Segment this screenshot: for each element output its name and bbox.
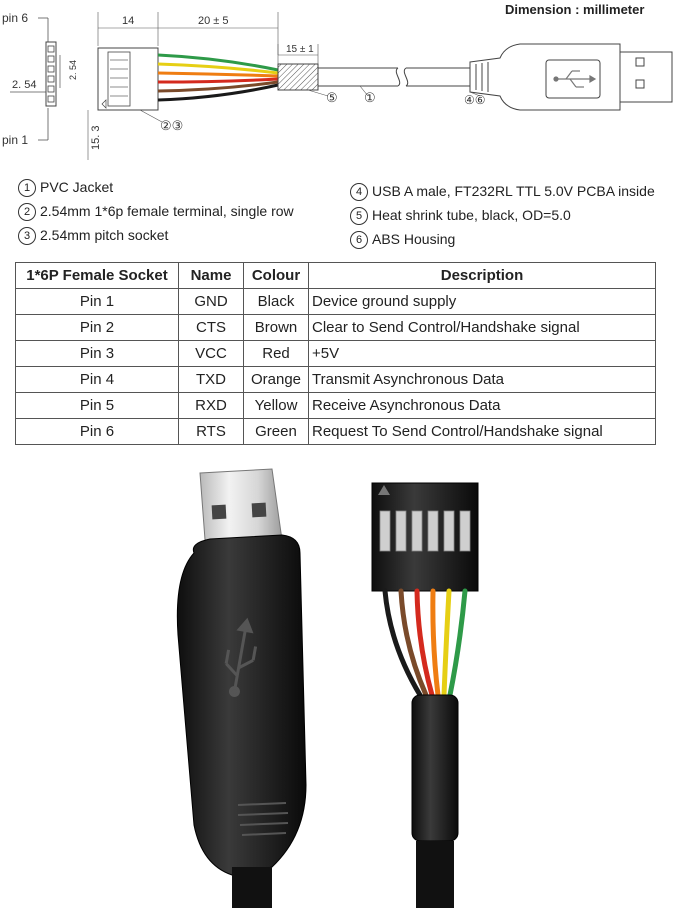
- legend-number: 6: [350, 231, 368, 249]
- cell-colour: Orange: [244, 367, 309, 393]
- callout-5: ⑤: [326, 90, 338, 105]
- usb-trident-icon: [554, 71, 595, 87]
- legend-left: [18, 175, 294, 247]
- callout-1: ①: [364, 90, 376, 105]
- table-row: [16, 315, 656, 341]
- cell-colour: Yellow: [244, 393, 309, 419]
- pin1-label: pin 1: [2, 133, 29, 147]
- legend-item: [350, 203, 655, 227]
- dim-14: 14: [122, 15, 135, 27]
- dim-2-54-left: 2. 54: [12, 79, 37, 91]
- cell-description: Transmit Asynchronous Data: [309, 367, 656, 393]
- cell-colour: Red: [244, 341, 309, 367]
- usb-cable: [232, 867, 272, 908]
- cell-pin: Pin 1: [16, 289, 179, 315]
- legend-text: USB A male, FT232RL TTL 5.0V PCBA inside: [372, 183, 655, 199]
- colored-wires-photo: [385, 591, 465, 695]
- table-row: [16, 341, 656, 367]
- legend-text: 2.54mm pitch socket: [40, 227, 169, 243]
- cell-name: RXD: [179, 393, 244, 419]
- legend-text: Heat shrink tube, black, OD=5.0: [372, 207, 571, 223]
- table-row: [16, 393, 656, 419]
- pin6-label: pin 6: [2, 11, 29, 25]
- pinout-table: [15, 262, 656, 445]
- cell-pin: Pin 6: [16, 419, 179, 445]
- cell-colour: Black: [244, 289, 309, 315]
- cell-name: RTS: [179, 419, 244, 445]
- usb-plug-photo: [177, 469, 306, 908]
- cell-name: GND: [179, 289, 244, 315]
- cell-description: +5V: [309, 341, 656, 367]
- cable-photo: [416, 841, 454, 908]
- heat-shrink-tube: [278, 64, 318, 90]
- legend-right: [350, 179, 655, 251]
- cell-description: Receive Asynchronous Data: [309, 393, 656, 419]
- dim-2-54-small: 2. 54: [68, 59, 78, 80]
- cell-colour: Green: [244, 419, 309, 445]
- table-header-row: [16, 263, 656, 289]
- dim-20: 20 ± 5: [198, 15, 229, 27]
- table-row: [16, 289, 656, 315]
- legend-item: [18, 199, 294, 223]
- product-illustration: [0, 455, 679, 908]
- cell-pin: Pin 4: [16, 367, 179, 393]
- dimension-unit-title: Dimension : millimeter: [505, 2, 645, 17]
- cell-pin: Pin 5: [16, 393, 179, 419]
- dim-15: 15 ± 1: [286, 44, 314, 55]
- callout-4-6: ④⑥: [464, 93, 486, 107]
- pvc-jacket: [318, 68, 470, 86]
- header-socket: 1*6P Female Socket: [16, 263, 179, 289]
- legend-item: [350, 227, 655, 251]
- header-name: Name: [179, 263, 244, 289]
- legend-text: PVC Jacket: [40, 179, 114, 195]
- wire-bundle: [158, 55, 278, 100]
- legend-text: 2.54mm 1*6p female terminal, single row: [40, 203, 294, 219]
- dim-15-3: 15. 3: [90, 125, 102, 150]
- cell-pin: Pin 3: [16, 341, 179, 367]
- cell-name: VCC: [179, 341, 244, 367]
- legend-number: 5: [350, 207, 368, 225]
- cell-name: TXD: [179, 367, 244, 393]
- cell-description: Device ground supply: [309, 289, 656, 315]
- heat-shrink-photo: [412, 695, 458, 841]
- cell-description: Clear to Send Control/Handshake signal: [309, 315, 656, 341]
- cell-colour: Brown: [244, 315, 309, 341]
- legend-number: 4: [350, 183, 368, 201]
- socket-end-view: [46, 42, 56, 106]
- legend-item: [350, 179, 655, 203]
- legend-item: [18, 175, 294, 199]
- female-socket-photo: [372, 483, 478, 591]
- socket-side-view: [98, 48, 158, 110]
- cell-description: Request To Send Control/Handshake signal: [309, 419, 656, 445]
- header-description: Description: [309, 263, 656, 289]
- legend-number: 1: [18, 179, 36, 197]
- table-row: [16, 419, 656, 445]
- legend-number: 2: [18, 203, 36, 221]
- header-colour: Colour: [244, 263, 309, 289]
- cell-pin: Pin 2: [16, 315, 179, 341]
- legend-number: 3: [18, 227, 36, 245]
- legend-item: [18, 223, 294, 247]
- table-row: [16, 367, 656, 393]
- callout-2-3: ②③: [160, 118, 184, 133]
- dimension-drawing: [0, 0, 679, 170]
- usb-plug-outline: [470, 44, 672, 110]
- cell-name: CTS: [179, 315, 244, 341]
- legend-text: ABS Housing: [372, 231, 456, 247]
